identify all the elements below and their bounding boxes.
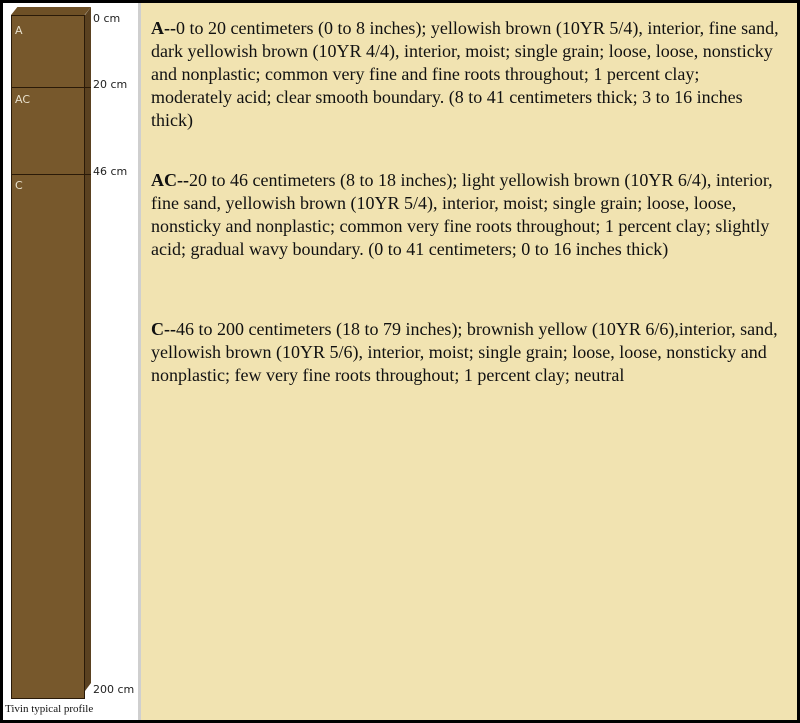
horizon-description-a [151, 17, 781, 132]
horizon-descriptions-panel [141, 3, 797, 720]
horizon-boundary-46cm [11, 174, 91, 175]
depth-label-20: 20 cm [93, 78, 128, 91]
horizon-description-c [151, 318, 781, 387]
profile-caption: Tivin typical profile [5, 703, 94, 715]
horizon-label-ac: AC [15, 93, 31, 106]
horizon-description-ac [151, 169, 781, 261]
horizon-boundary-20cm [11, 87, 91, 88]
profile-figure [3, 3, 797, 720]
soil-column-top [11, 7, 91, 15]
depth-label-46: 46 cm [93, 165, 128, 178]
horizon-label-c: C [15, 179, 23, 192]
soil-profile-panel [3, 3, 138, 720]
depth-label-200: 200 cm [93, 683, 135, 696]
horizon-text-a: 0 to 20 centimeters (0 to 8 inches); yellowish brown (10YR 5/4), interior, fine sand, dark yellowish brown (10YR 4/4), interior, moist; single grain; loose, loose, nonsticky and nonplastic; common very fine and fine roots throughout; 1 percent clay; moderately acid; clear smooth boundary. (8 to 41 centimeters thick; 3 to 16 inches thick) [151, 18, 779, 130]
soil-column-side [85, 7, 91, 691]
depth-label-0: 0 cm [93, 12, 121, 25]
horizon-label-a: A [15, 24, 23, 37]
horizon-heading-ac: AC-- [151, 170, 189, 190]
horizon-heading-a: A-- [151, 18, 176, 38]
soil-column [11, 15, 85, 699]
horizon-text-ac: 20 to 46 centimeters (8 to 18 inches); light yellowish brown (10YR 6/4), interior, fine sand, yellowish brown (10YR 5/4), interior, moist; single grain; loose, loose, nonsticky and nonplastic; common very fine roots throughout; 1 percent clay; slightly acid; gradual wavy boundary. (0 to 41 centimeters; 0 to 16 inches thick) [151, 170, 773, 259]
horizon-text-c: 46 to 200 centimeters (18 to 79 inches); brownish yellow (10YR 6/6),interior, sand, yellowish brown (10YR 5/6), interior, moist; single grain; loose, loose, nonsticky and nonplastic; few very fine roots throughout; 1 percent clay; neutral [151, 319, 778, 385]
horizon-heading-c: C-- [151, 319, 176, 339]
